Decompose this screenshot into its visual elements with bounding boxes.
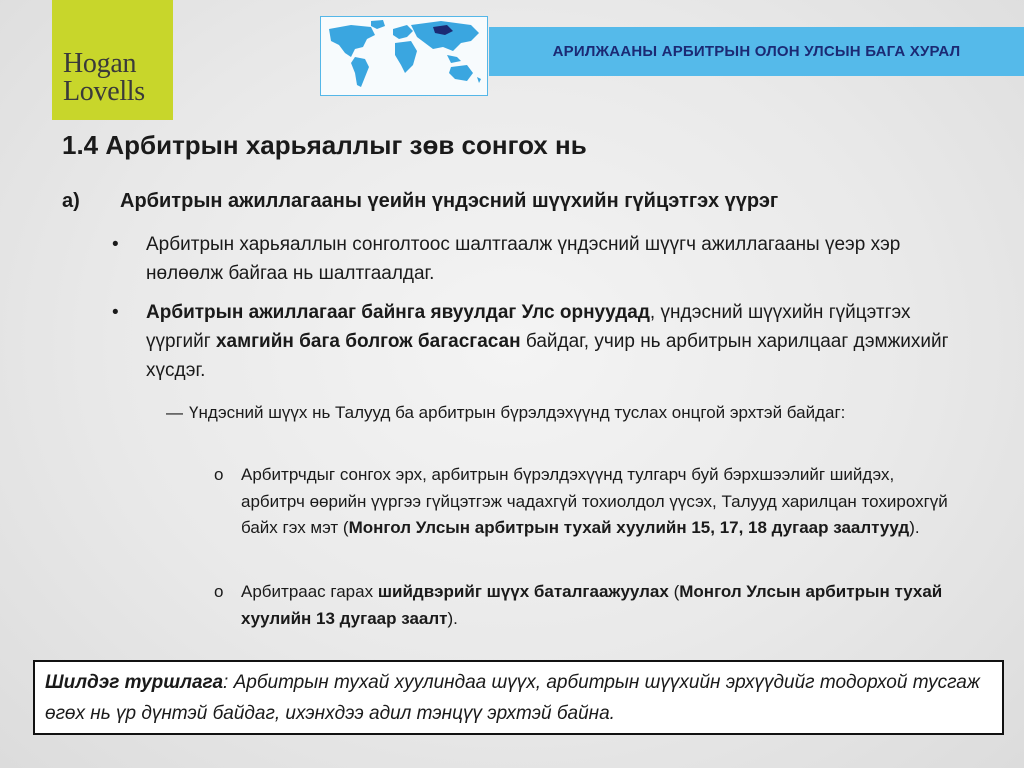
dash-marker: — <box>166 403 183 422</box>
section-heading <box>62 190 962 213</box>
sub-bullet-item <box>214 579 959 632</box>
bullet-text: Арбитрын харьяаллын сонголтоос шалтгаалж үндэсний шүүгч ажиллагааны үеэр хэр нөлөөлж байгаа нь шалтгаалдаг. <box>146 234 901 284</box>
sub-bullet-item <box>214 462 959 542</box>
bullet-item <box>112 230 972 288</box>
dash-item <box>166 400 956 425</box>
note-text: : Арбитрын тухай хуулиндаа шүүх, арбитрын шүүхийн эрхүүдийг тодорхой тусгаж өгөх нь үр дүнтэй байдаг, ихэнхдээ адил тэнцүү эрхтэй байна. <box>45 672 980 724</box>
bold-text: Арбитрын ажиллагааг байнга явуулдаг Улс орнуудад <box>146 302 650 323</box>
banner-title: АРИЛЖААНЫ АРБИТРЫН ОЛОН УЛСЫН БАГА ХУРАЛ <box>552 43 961 60</box>
dash-text: Үндэсний шүүх нь Талууд ба арбитрын бүрэлдэхүүнд туслах онцгой эрхтэй байдаг: <box>189 403 846 422</box>
bold-text: хамгийн бага болгож багасгасан <box>215 331 521 352</box>
slide-title: 1.4 Арбитрын харьяаллыг зөв сонгох нь <box>62 130 587 160</box>
bullet-text: Арбитрын ажиллагааг байнга явуулдаг Улс орнуудад, үндэсний шүүхийн гүйцэтгэх үүргийг хамгийн бага болгож багасгасан байдаг, учир нь арбитрын харилцааг дэмжихийг хүсдэг. <box>146 302 949 381</box>
bold-text: шийдвэрийг шүүх баталгаажуулах <box>377 582 669 601</box>
world-map-icon <box>320 16 488 96</box>
bullet-item <box>112 298 972 385</box>
section-label: a) <box>62 190 80 212</box>
hogan-lovells-logo <box>52 0 173 120</box>
world-map-svg <box>321 17 487 95</box>
bold-text: Монгол Улсын арбитрын тухай хуулийн 15, 17, 18 дугаар заалтууд <box>348 518 910 537</box>
bold-text: Монгол Улсын арбитрын тухай хуулийн 13 дугаар заалт <box>241 582 943 628</box>
note-label: Шилдэг туршлага <box>45 672 224 693</box>
sub-bullet-text: Арбитраас гарах шийдвэрийг шүүх баталгаажуулах (Монгол Улсын арбитрын тухай хуулийн 13 дугаар заалт). <box>241 582 943 628</box>
logo-line-1: Hogan <box>63 48 137 79</box>
logo-line-2: Lovells <box>63 76 145 107</box>
circle-marker: o <box>214 465 224 484</box>
bullet-marker: • <box>112 234 119 255</box>
bullet-marker: • <box>112 302 119 323</box>
circle-marker: o <box>214 582 224 601</box>
sub-bullet-text: Арбитрчдыг сонгох эрх, арбитрын бүрэлдэхүүнд тулгарч буй бэрхшээлийг шийдэх, арбитрч өөрийн үүргээ гүйцэтгэж чадахгүй тохиолдол үүсэх, Талууд харилцан тохирохгүй байх гэх мэт (Монгол Улсын арбитрын тухай хуулийн 15, 17, 18 дугаар заалтууд). <box>241 465 948 537</box>
conference-banner <box>489 27 1024 76</box>
best-practice-note <box>33 660 1004 735</box>
section-heading-text: Арбитрын ажиллагааны үеийн үндэсний шүүхийн гүйцэтгэх үүрэг <box>120 190 779 212</box>
